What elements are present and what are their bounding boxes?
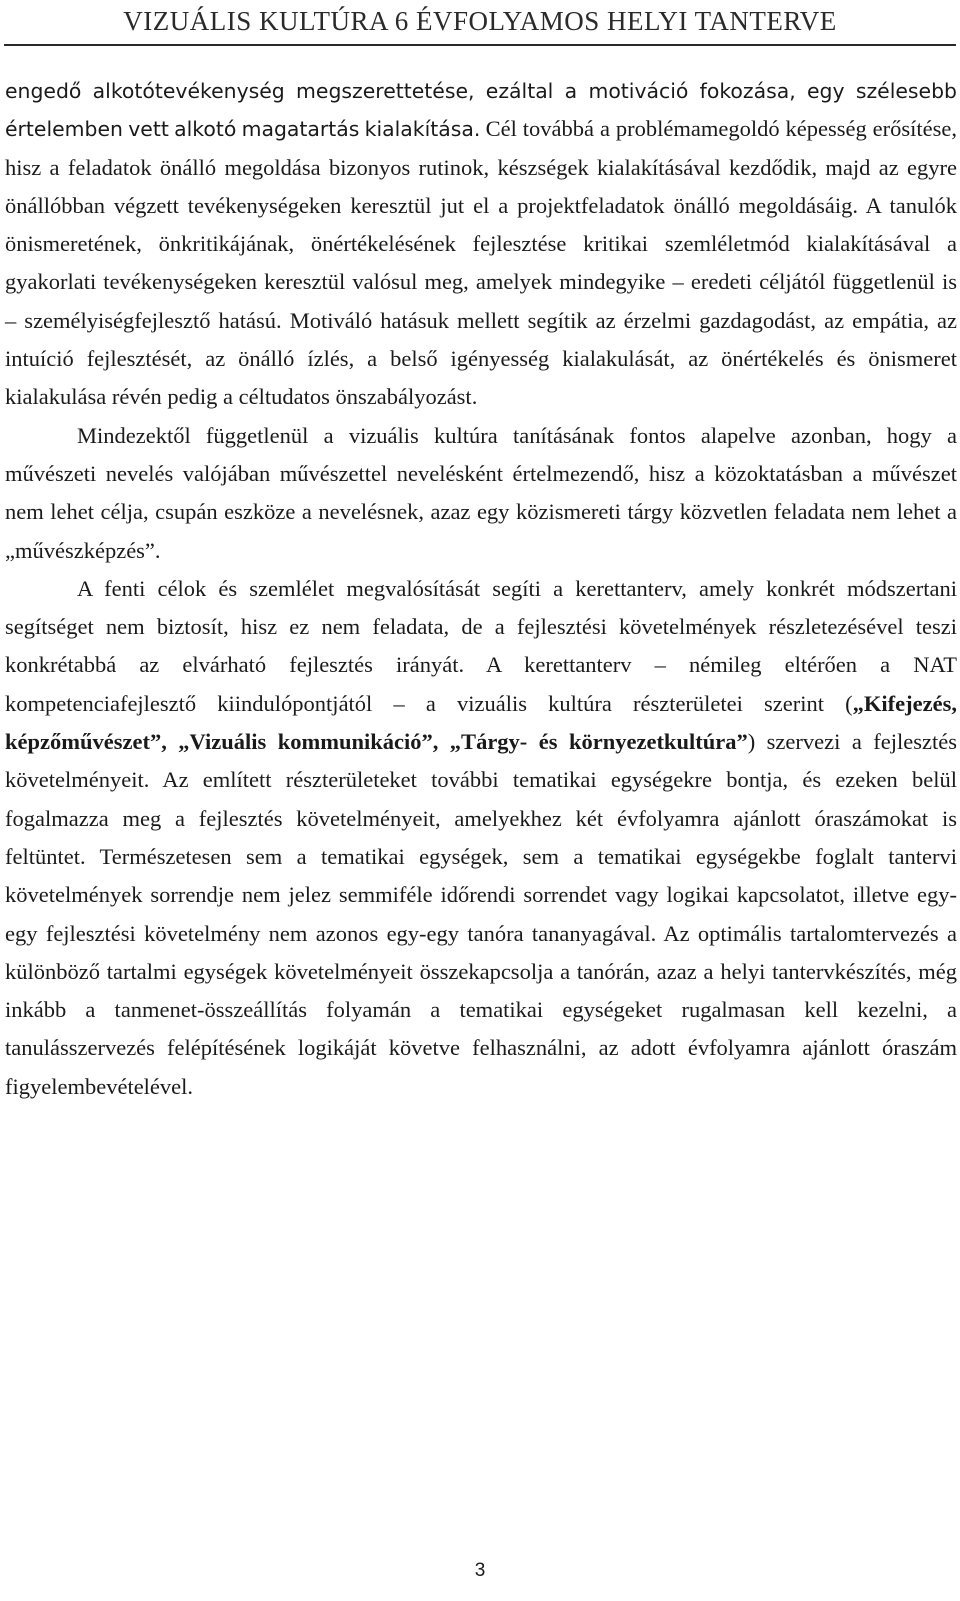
page-header (0, 0, 960, 56)
paragraph-3-text-b: ) szervezi a fejlesztés követelményeit. Az említett részterületeket további tematikai egységekre bontja, és ezeken belül fogalmazza meg a fejlesztés követelményeit, amelyekhez két évfolyamra ajánlott óraszámokat is feltüntet. Természetesen sem a tematikai egységek, sem a tematikai egységekbe foglalt tantervi követelmények sorrendje nem jelez semmiféle időrendi sorrendet vagy logikai kapcsolatot, illetve egy-egy fejlesztési követelmény nem azonos egy-egy tanóra tananyagával. Az optimális tartalomtervezés a különböző tartalmi egységek követelményeit összekapcsolja a tanórán, azaz a helyi tantervkészítés, még inkább a tanmenet-összeállítás folyamán a tematikai egységeket rugalmasan kell kezelni, a tanulásszervezés felépítésének logikáját követve felhasználni, az adott évfolyamra ajánlott óraszám figyelembevételével. (5, 729, 957, 1099)
paragraph-1 (5, 72, 957, 417)
header-divider (4, 44, 956, 46)
paragraph-2: Mindezektől függetlenül a vizuális kultúra tanításának fontos alapelve azonban, hogy a művészeti nevelés valójában művészettel nevelésként értelmezendő, hisz a közoktatásban a művészet nem lehet célja, csupán eszköze a nevelésnek, azaz egy közismereti tárgy közvetlen feladata nem lehet a „művészképzés”. (5, 422, 957, 563)
paragraph-3-text-a: A fenti célok és szemlélet megvalósítását segíti a kerettanterv, amely konkrét módszertani segítséget nem biztosít, hisz ez nem feladata, de a fejlesztési követelmények részletezésével teszi konkrétabbá az elvárható fejlesztés irányát. A kerettanterv – némileg eltérően a NAT kompetenciafejlesztő kiindulópontjától – a vizuális kultúra részterületei szerint ( (5, 575, 957, 716)
paragraph-1-serif-text: Cél továbbá a problémamegoldó képesség erősítése, hisz a feladatok önálló megoldása bizonyos rutinok, készségek kialakításával kezdődik, majd az egyre önállóbban végzett tevékenységeken keresztül jut el a projektfeladatok önálló megoldásáig. A tanulók önismeretének, önkritikájának, önértékelésének fejlesztése kritikai szemléletmód kialakításával a gyakorlati tevékenységeken keresztül valósul meg, amelyek mindegyike – eredeti céljától függetlenül is – személyiségfejlesztő hatású. Motiváló hatásuk mellett segítik az érzelmi gazdagodást, az empátia, az intuíció fejlesztését, az önálló ízlés, a belső igényesség kialakulását, az önértékelés és önismeret kialakulása révén pedig a céltudatos önszabályozást. (5, 116, 957, 410)
paragraph-3 (5, 570, 957, 1106)
paragraph-3-bold-areas: „Kifejezés, képzőművészet”, „Vizuális kommunikáció”, „Tárgy- és környezetkultúra” (5, 690, 957, 755)
document-title: VIZUÁLIS KULTÚRA 6 ÉVFOLYAMOS HELYI TANTERVE (123, 6, 837, 36)
page-number: 3 (474, 1560, 486, 1581)
paragraph-1-sans-text: engedő alkotótevékenység megszerettetése, ezáltal a motiváció fokozása, egy szélesebb értelemben vett alkotó magatartás kialakítása. (5, 79, 957, 142)
document-body (5, 72, 957, 1106)
